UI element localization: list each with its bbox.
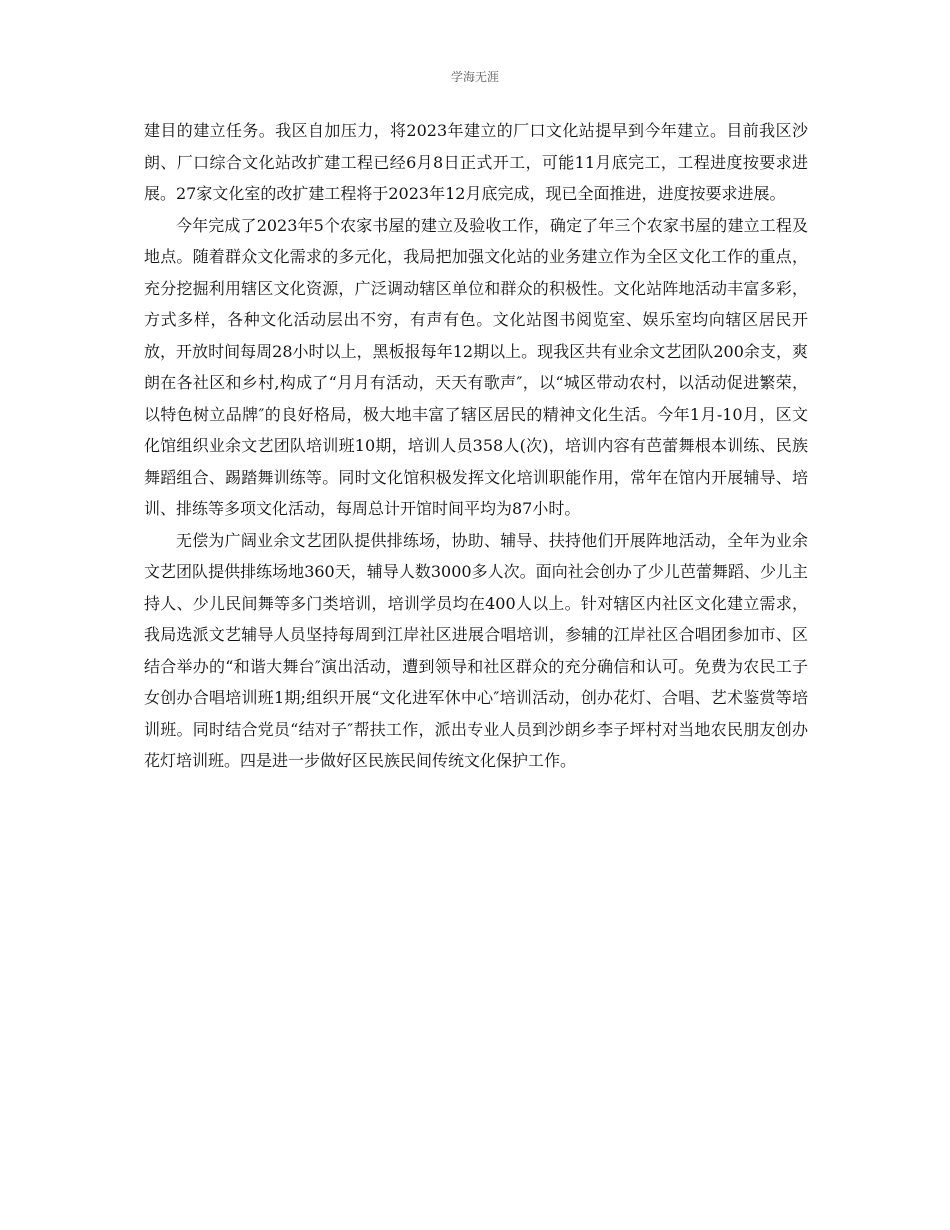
paragraph-3: 无偿为广阔业余文艺团队提供排练场，协助、辅导、扶持他们开展阵地活动，全年为业余文艺团队提供排练场地360天，辅导人数3000多人次。面向社会创办了少儿芭蕾舞蹈、少儿主持人、少儿民间舞等多门类培训，培训学员均在400人以上。针对辖区内社区文化建立需求，我局选派文艺辅导人员坚持每周到江岸社区进展合唱培训，参辅的江岸社区合唱团参加市、区结合举办的“和谐大舞台″演出活动，遭到领导和社区群众的充分确信和认可。免费为农民工子女创办合唱培训班1期;组织开展“文化进军休中心″培训活动，创办花灯、合唱、艺术鉴赏等培训班。同时结合党员“结对子″帮扶工作，派出专业人员到沙朗乡李子坪村对当地农民朋友创办花灯培训班。四是进一步做好区民族民间传统文化保护工作。: [144, 530, 808, 770]
document-body: [144, 115, 808, 777]
page-header: 学海无涯: [450, 70, 499, 84]
paragraph-1: 建目的建立任务。我区自加压力，将2023年建立的厂口文化站提早到今年建立。目前我区沙朗、厂口综合文化站改扩建工程已经6月8日正式开工，可能11月底完工，工程进度按要求进展。27家文化室的改扩建工程将于2023年12月底完成，现已全面推进，进度按要求进展。: [144, 121, 808, 203]
paragraph-2: 今年完成了2023年5个农家书屋的建立及验收工作，确定了年三个农家书屋的建立工程及地点。随着群众文化需求的多元化，我局把加强文化站的业务建立作为全区文化工作的重点，充分挖掘利用辖区文化资源，广泛调动辖区单位和群众的积极性。文化站阵地活动丰富多彩，方式多样，各种文化活动层出不穷，有声有色。文化站图书阅览室、娱乐室均向辖区居民开放，开放时间每周28小时以上，黑板报每年12期以上。现我区共有业余文艺团队200余支，爽朗在各社区和乡村,构成了“月月有活动，天天有歌声″，以“城区带动农村，以活动促进繁荣，以特色树立品牌″的良好格局，极大地丰富了辖区居民的精神文化生活。今年1月-10月，区文化馆组织业余文艺团队培训班10期，培训人员358人(次)，培训内容有芭蕾舞根本训练、民族舞蹈组合、踢踏舞训练等。同时文化馆积极发挥文化培训职能作用，常年在馆内开展辅导、培训、排练等多项文化活动，每周总计开馆时间平均为87小时。: [144, 215, 808, 518]
